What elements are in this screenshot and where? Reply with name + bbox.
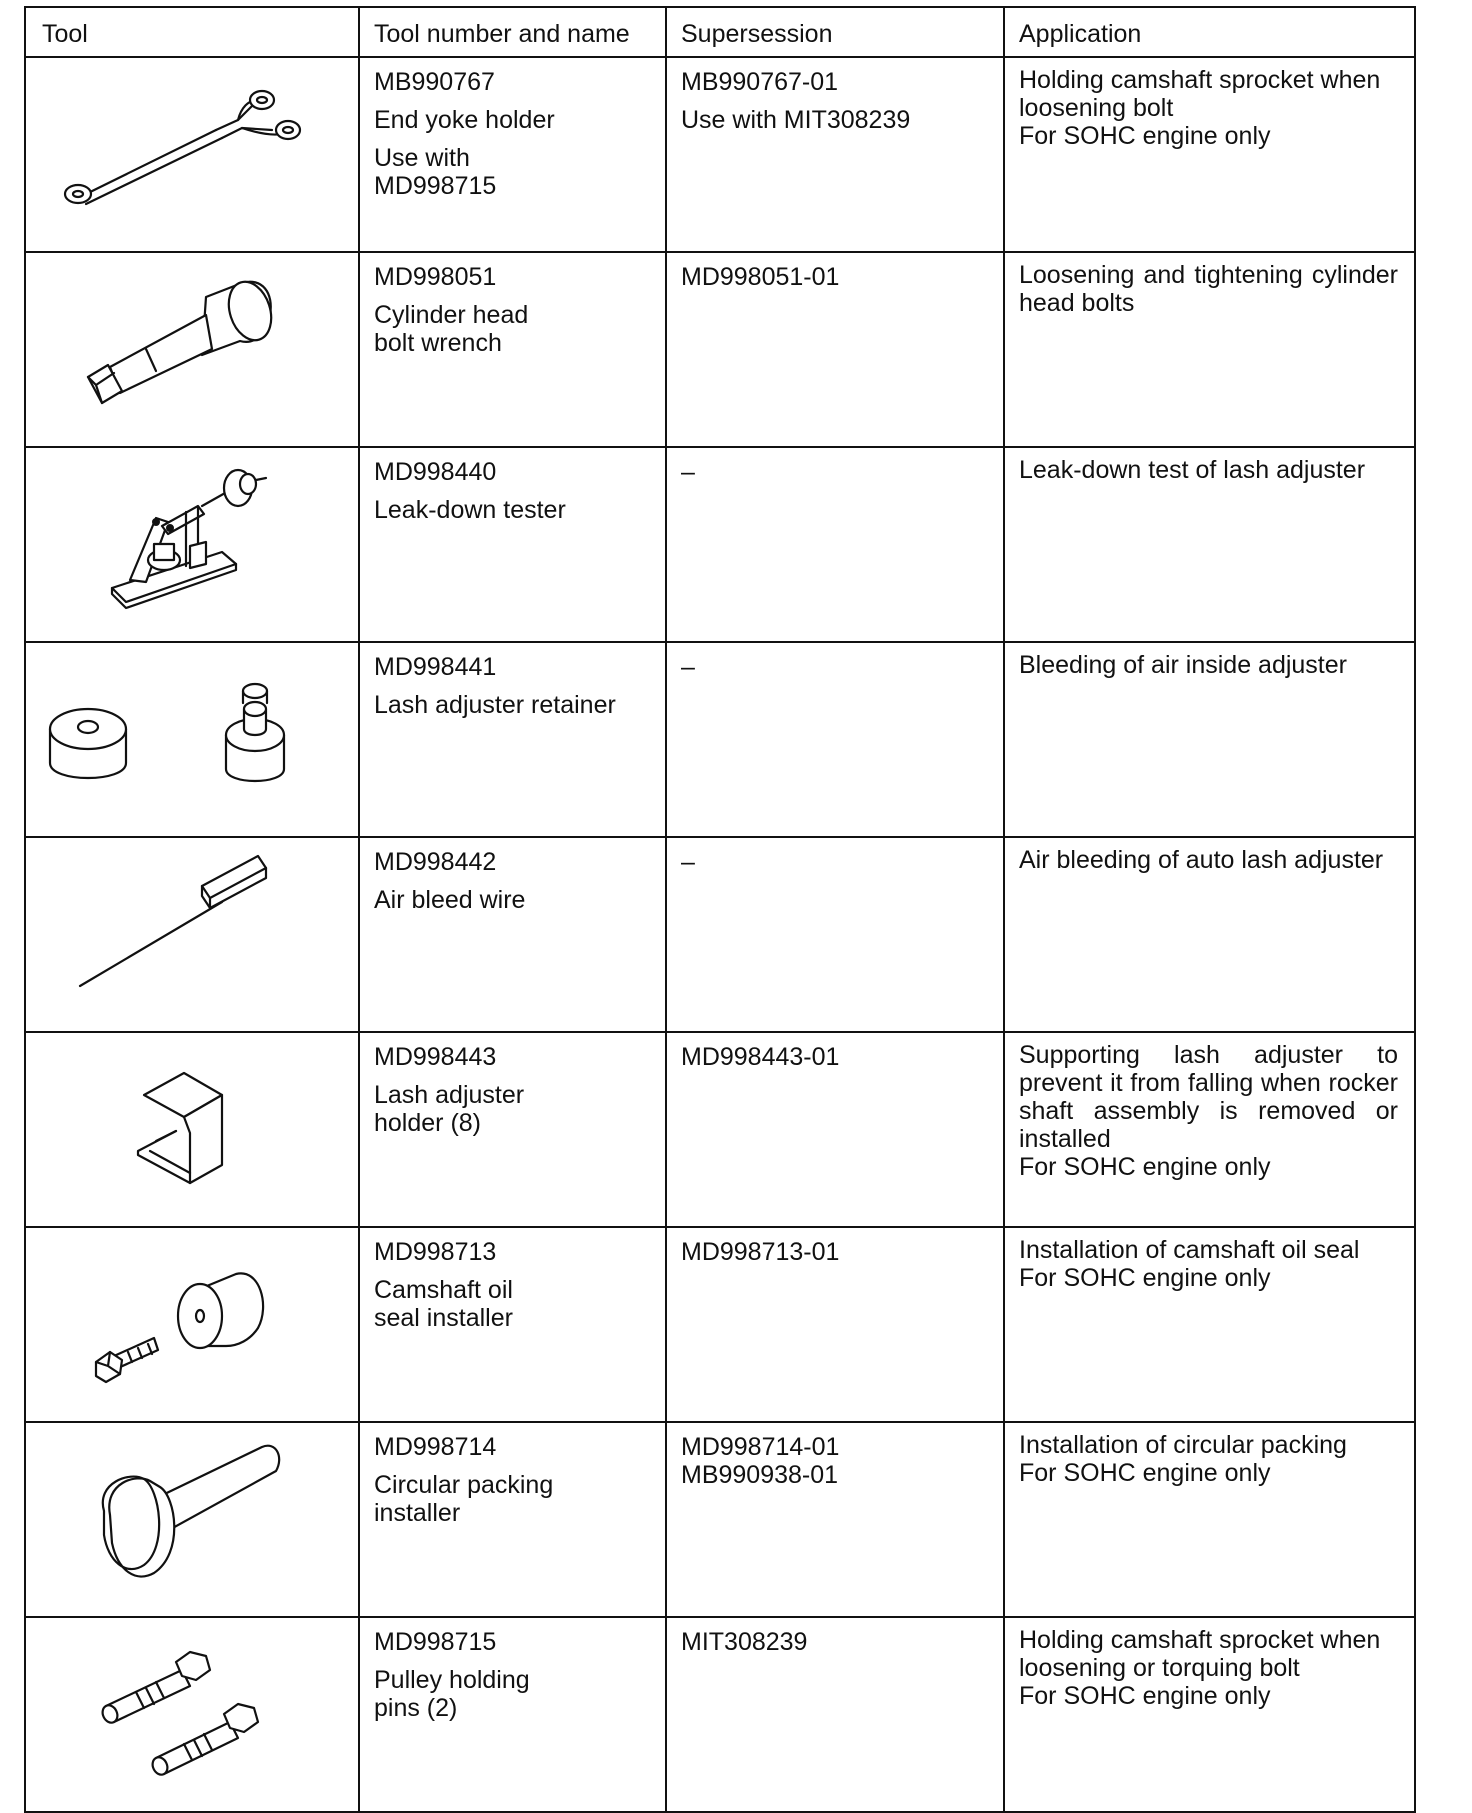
application-cell xyxy=(1004,1422,1415,1617)
header-supersession: Supersession xyxy=(666,7,1004,57)
supersession-cell xyxy=(666,1422,1004,1617)
tool-number: MD998714 xyxy=(374,1433,497,1461)
supersession-number: MD998714-01 xyxy=(681,1433,840,1461)
header-tool: Tool xyxy=(25,7,359,57)
tool-name: Lash adjuster retainer xyxy=(374,691,616,719)
tool-name: Air bleed wire xyxy=(374,886,526,914)
tool-image-cell xyxy=(25,642,359,837)
tool-number-cell xyxy=(359,837,666,1032)
application-cell xyxy=(1004,447,1415,642)
tool-image-cell xyxy=(25,1032,359,1227)
application-text: Installation of circular packing xyxy=(1019,1431,1347,1459)
tool-image-cell xyxy=(25,57,359,252)
supersession-number: – xyxy=(681,848,695,876)
tool-number-cell xyxy=(359,1617,666,1812)
table-row xyxy=(25,447,1415,642)
application-note: For SOHC engine only xyxy=(1019,1153,1271,1181)
table-row xyxy=(25,1227,1415,1422)
supersession-cell xyxy=(666,1617,1004,1812)
application-text: Installation of camshaft oil seal xyxy=(1019,1236,1360,1264)
table-row xyxy=(25,1422,1415,1617)
application-cell xyxy=(1004,837,1415,1032)
air-bleed-wire-icon xyxy=(26,838,356,1019)
application-cell xyxy=(1004,252,1415,447)
tool-number: MD998441 xyxy=(374,653,497,681)
special-tools-table xyxy=(24,6,1416,1813)
tool-number: MB990767 xyxy=(374,68,495,96)
application-text: Supporting lash adjuster to prevent it from falling when rocker shaft assembly is removed or installed xyxy=(1019,1041,1398,1153)
table-row xyxy=(25,642,1415,837)
tool-number: MD998715 xyxy=(374,1628,497,1656)
tool-image-cell xyxy=(25,447,359,642)
supersession-cell xyxy=(666,447,1004,642)
pulley-holding-pins-icon xyxy=(26,1618,356,1799)
lash-adjuster-retainer-icon xyxy=(26,643,356,824)
tool-number-cell xyxy=(359,57,666,252)
application-text: Holding camshaft sprocket when loosening bolt xyxy=(1019,66,1381,122)
tool-number-cell xyxy=(359,642,666,837)
end-yoke-holder-icon xyxy=(26,58,356,239)
tool-image-cell xyxy=(25,1422,359,1617)
tool-number-cell xyxy=(359,1422,666,1617)
tool-image-cell xyxy=(25,252,359,447)
supersession-number: – xyxy=(681,653,695,681)
application-note: For SOHC engine only xyxy=(1019,1682,1271,1710)
application-cell xyxy=(1004,1227,1415,1422)
tool-note: Use with MD998715 xyxy=(374,144,497,200)
application-text: Air bleeding of auto lash adjuster xyxy=(1019,846,1384,874)
tool-number: MD998443 xyxy=(374,1043,497,1071)
cylinder-head-bolt-wrench-icon xyxy=(26,253,356,434)
table-header-row xyxy=(25,7,1415,57)
tool-name: End yoke holder xyxy=(374,106,555,134)
tool-number-cell xyxy=(359,447,666,642)
application-note: For SOHC engine only xyxy=(1019,122,1271,150)
supersession-cell xyxy=(666,57,1004,252)
lash-adjuster-holder-icon xyxy=(26,1033,356,1214)
application-text: Loosening and tightening cylinder head bolts xyxy=(1019,261,1398,317)
table-row xyxy=(25,837,1415,1032)
tool-number-cell xyxy=(359,1227,666,1422)
supersession-number: MD998443-01 xyxy=(681,1043,840,1071)
tool-name: Circular packing installer xyxy=(374,1471,554,1527)
header-tool-number-and-name: Tool number and name xyxy=(359,7,666,57)
supersession-number: – xyxy=(681,458,695,486)
table-row xyxy=(25,252,1415,447)
tool-name: Camshaft oil seal installer xyxy=(374,1276,513,1332)
supersession-number-2: MB990938-01 xyxy=(681,1461,839,1489)
tool-number: MD998442 xyxy=(374,848,497,876)
application-cell xyxy=(1004,57,1415,252)
tool-name: Lash adjuster holder (8) xyxy=(374,1081,525,1137)
tool-number-cell xyxy=(359,1032,666,1227)
supersession-number: MB990767-01 xyxy=(681,68,839,96)
application-cell xyxy=(1004,1617,1415,1812)
tool-image-cell xyxy=(25,1227,359,1422)
table-row xyxy=(25,57,1415,252)
application-text: Holding camshaft sprocket when loosening or torquing bolt xyxy=(1019,1626,1381,1682)
table-row xyxy=(25,1032,1415,1227)
supersession-cell xyxy=(666,1032,1004,1227)
tool-number: MD998051 xyxy=(374,263,497,291)
tool-number-cell xyxy=(359,252,666,447)
application-note: For SOHC engine only xyxy=(1019,1459,1271,1487)
supersession-note: Use with MIT308239 xyxy=(681,106,911,134)
leak-down-tester-icon xyxy=(26,448,356,629)
application-text: Bleeding of air inside adjuster xyxy=(1019,651,1347,679)
supersession-cell xyxy=(666,252,1004,447)
application-cell xyxy=(1004,1032,1415,1227)
supersession-cell xyxy=(666,642,1004,837)
table-row xyxy=(25,1617,1415,1812)
supersession-cell xyxy=(666,837,1004,1032)
tool-image-cell xyxy=(25,837,359,1032)
application-cell xyxy=(1004,642,1415,837)
tool-name: Pulley holding pins (2) xyxy=(374,1666,530,1722)
supersession-cell xyxy=(666,1227,1004,1422)
circular-packing-installer-icon xyxy=(26,1423,356,1604)
application-text: Leak-down test of lash adjuster xyxy=(1019,456,1366,484)
tool-name: Cylinder head bolt wrench xyxy=(374,301,529,357)
header-application: Application xyxy=(1004,7,1415,57)
tool-number: MD998713 xyxy=(374,1238,497,1266)
supersession-number: MD998051-01 xyxy=(681,263,840,291)
application-note: For SOHC engine only xyxy=(1019,1264,1271,1292)
tool-name: Leak-down tester xyxy=(374,496,566,524)
tool-number: MD998440 xyxy=(374,458,497,486)
supersession-number: MIT308239 xyxy=(681,1628,808,1656)
camshaft-oil-seal-installer-icon xyxy=(26,1228,356,1409)
tool-image-cell xyxy=(25,1617,359,1812)
supersession-number: MD998713-01 xyxy=(681,1238,840,1266)
